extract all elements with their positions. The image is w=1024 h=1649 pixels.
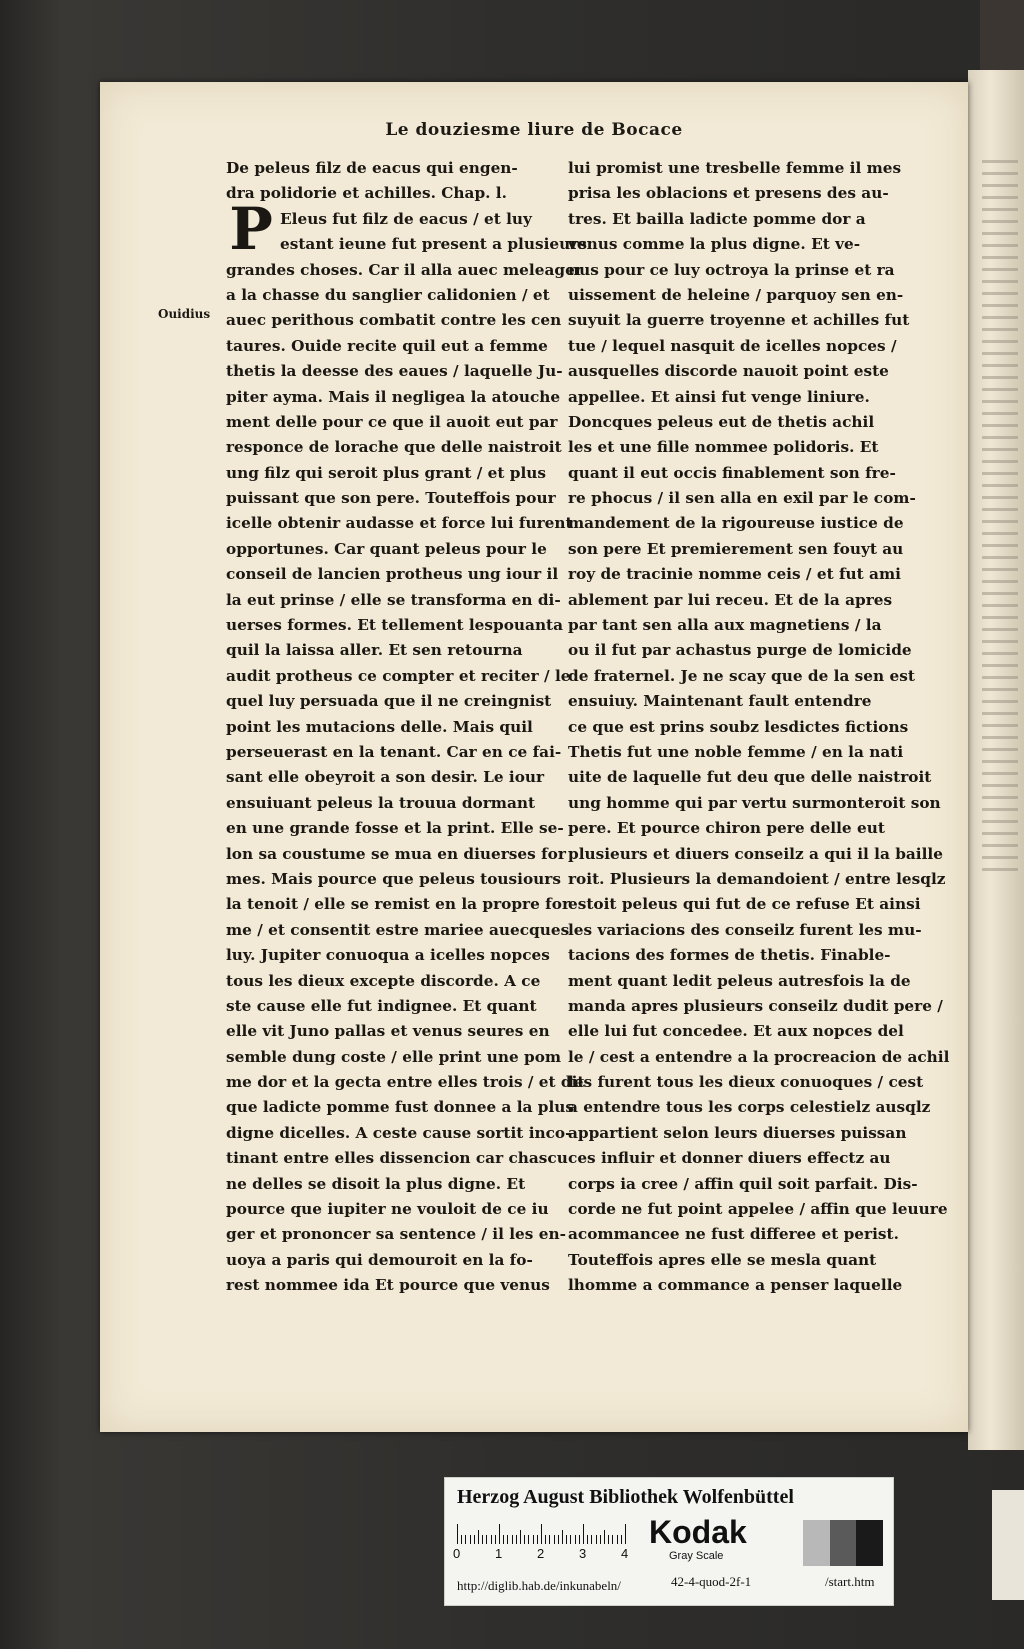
ruler bbox=[457, 1522, 627, 1544]
ruler-tick bbox=[562, 1530, 563, 1544]
left-column bbox=[226, 156, 587, 1299]
facing-page-text-trace bbox=[982, 796, 1018, 799]
facing-page-text-trace bbox=[982, 532, 1018, 535]
text-line: par tant sen alla aux magnetiens / la bbox=[568, 616, 882, 635]
ruler-tick bbox=[528, 1535, 529, 1544]
text-line: luy. Jupiter conuoqua a icelles nopces bbox=[226, 946, 550, 965]
ruler-tick bbox=[587, 1535, 588, 1544]
text-line: dra polidorie et achilles. Chap. l. bbox=[226, 184, 507, 203]
ruler-number: 0 bbox=[453, 1546, 461, 1561]
facing-page-text-trace bbox=[982, 640, 1018, 643]
text-line: a entendre tous les corps celestielz ausqlz bbox=[568, 1098, 931, 1117]
text-line: ment quant ledit peleus autresfois la de bbox=[568, 971, 911, 990]
facing-page-text-trace bbox=[982, 604, 1018, 607]
text-line: ensuiuant peleus la trouua dormant bbox=[226, 793, 536, 812]
ruler-tick bbox=[617, 1535, 618, 1544]
text-line: mandement de la rigoureuse iustice de bbox=[568, 514, 904, 533]
text-line: taures. Ouide recite quil eut a femme bbox=[226, 336, 548, 355]
text-line: Eleus fut filz de eacus / et luy bbox=[280, 209, 532, 228]
facing-page-text-trace bbox=[982, 832, 1018, 835]
text-line: lon sa coustume se mua en diuerses for bbox=[226, 844, 566, 863]
facing-page-text-trace bbox=[982, 664, 1018, 667]
text-line: ausquelles discorde nauoit point este bbox=[568, 362, 889, 381]
ruler-tick bbox=[579, 1535, 580, 1544]
color-target-card bbox=[444, 1477, 894, 1606]
facing-page-text-trace bbox=[982, 580, 1018, 583]
text-line: manda apres plusieurs conseilz dudit pere / bbox=[568, 996, 943, 1015]
start-link: /start.htm bbox=[825, 1574, 875, 1589]
text-line: pource que iupiter ne vouloit de ce iu bbox=[226, 1200, 549, 1219]
text-line: prisa les oblacions et presens des au- bbox=[568, 184, 889, 203]
facing-page-text-trace bbox=[982, 460, 1018, 463]
text-line: De peleus filz de eacus qui engen- bbox=[226, 159, 518, 177]
text-line: a la chasse du sanglier calidonien / et bbox=[226, 285, 550, 304]
text-line: que ladicte pomme fust donnee a la plus bbox=[226, 1098, 575, 1117]
facing-page-text-trace bbox=[982, 304, 1018, 307]
ruler-tick bbox=[465, 1535, 466, 1544]
facing-page-text-trace bbox=[982, 292, 1018, 295]
facing-page-text-trace bbox=[982, 448, 1018, 451]
text-line: suyuit la guerre troyenne et achilles fut bbox=[568, 311, 910, 330]
facing-page-text-trace bbox=[982, 652, 1018, 655]
text-line: conseil de lancien protheus ung iour il bbox=[226, 565, 559, 584]
text-line: lui promist une tresbelle femme il mes bbox=[568, 159, 902, 177]
facing-page-text-trace bbox=[982, 424, 1018, 427]
facing-page-text-trace bbox=[982, 736, 1018, 739]
text-line: estant ieune fut present a plusieurs bbox=[280, 235, 587, 254]
text-line: Touteffois apres elle se mesla quant bbox=[568, 1250, 877, 1269]
ruler-tick bbox=[516, 1535, 517, 1544]
right-column bbox=[568, 156, 950, 1299]
ruler-tick bbox=[625, 1524, 626, 1544]
text-line: ablement par lui receu. Et de la apres bbox=[568, 590, 893, 609]
text-line: uite de laquelle fut deu que delle naistroit bbox=[568, 768, 932, 787]
text-line: audit protheus ce compter et reciter / le bbox=[226, 666, 571, 685]
facing-page-text-trace bbox=[982, 268, 1018, 271]
ruler-tick bbox=[566, 1535, 567, 1544]
ruler-tick bbox=[541, 1524, 542, 1544]
facing-page-text-trace bbox=[982, 388, 1018, 391]
ruler-number: 3 bbox=[579, 1546, 587, 1561]
gray-patches bbox=[803, 1520, 883, 1566]
gray-scale-label: Gray Scale bbox=[669, 1550, 724, 1562]
text-line: la tenoit / elle se remist en la propre for bbox=[226, 895, 571, 914]
ruler-tick bbox=[583, 1524, 584, 1544]
facing-page-text-trace bbox=[982, 808, 1018, 811]
text-line: la eut prinse / elle se transforma en di- bbox=[226, 590, 561, 609]
facing-page-text-trace bbox=[982, 556, 1018, 559]
text-line: elle lui fut concedee. Et aux nopces del bbox=[568, 1022, 904, 1041]
margin-note: Ouidius bbox=[158, 307, 211, 321]
text-line: perseuerast en la tenant. Car en ce fai- bbox=[226, 742, 562, 761]
ruler-tick bbox=[486, 1535, 487, 1544]
text-line: les variacions des conseilz furent les mu- bbox=[568, 920, 922, 939]
initial-letter: P bbox=[229, 195, 273, 263]
text-line: sant elle obeyroit a son desir. Le iour bbox=[226, 768, 545, 787]
text-line: tres. Et bailla ladicte pomme dor a bbox=[568, 209, 866, 228]
text-line: uerses formes. Et tellement lespouanta bbox=[226, 616, 564, 635]
ruler-tick bbox=[457, 1524, 458, 1544]
facing-page-text-trace bbox=[982, 208, 1018, 211]
facing-page-text-trace bbox=[982, 484, 1018, 487]
ruler-tick bbox=[478, 1530, 479, 1544]
ruler-tick bbox=[495, 1535, 496, 1544]
text-line: en une grande fosse et la print. Elle se- bbox=[226, 819, 564, 838]
shelfmark-code: 42-4-quod-2f-1 bbox=[671, 1574, 752, 1589]
text-line: uoya a paris qui demouroit en la fo- bbox=[226, 1250, 533, 1269]
text-line: grandes choses. Car il alla auec meleager bbox=[226, 260, 583, 279]
facing-page-text-trace bbox=[982, 772, 1018, 775]
facing-page-text-trace bbox=[982, 436, 1018, 439]
ruler-tick bbox=[600, 1535, 601, 1544]
text-line: les furent tous les dieux conuoques / cest bbox=[568, 1073, 924, 1092]
facing-page-text-trace bbox=[982, 352, 1018, 355]
facing-page-text-trace bbox=[982, 244, 1018, 247]
text-line: tinant entre elles dissencion car chascu bbox=[226, 1149, 568, 1168]
text-line: venus comme la plus digne. Et ve- bbox=[568, 235, 861, 254]
facing-page-edge bbox=[968, 70, 1024, 1450]
ruler-tick bbox=[461, 1535, 462, 1544]
facing-page-text-trace bbox=[982, 748, 1018, 751]
text-line: me / et consentit estre mariee auecques bbox=[226, 920, 570, 939]
ruler-tick bbox=[499, 1524, 500, 1544]
ruler-tick bbox=[570, 1535, 571, 1544]
facing-page-text-trace bbox=[982, 412, 1018, 415]
text-line: de fraternel. Je ne scay que de la sen est bbox=[568, 666, 915, 685]
ruler-tick bbox=[558, 1535, 559, 1544]
ruler-tick bbox=[549, 1535, 550, 1544]
facing-page-text-trace bbox=[982, 196, 1018, 199]
facing-page-text-trace bbox=[982, 784, 1018, 787]
facing-page-text-trace bbox=[982, 232, 1018, 235]
text-line: acommancee ne fust differee et perist. bbox=[568, 1225, 899, 1244]
text-line: icelle obtenir audasse et force lui furent bbox=[226, 514, 573, 533]
facing-page-text-trace bbox=[982, 256, 1018, 259]
running-head: Le douziesme liure de Bocace bbox=[385, 120, 683, 140]
text-line: roit. Plusieurs la demandoient / entre lesqlz bbox=[568, 869, 946, 888]
facing-page-text-trace bbox=[982, 688, 1018, 691]
text-line: semble dung coste / elle print une pom bbox=[226, 1047, 562, 1066]
text-line: quant il eut occis finablement son fre- bbox=[568, 463, 896, 482]
ruler-tick bbox=[545, 1535, 546, 1544]
ruler-number: 1 bbox=[495, 1546, 503, 1561]
text-line: tacions des formes de thetis. Finable- bbox=[568, 946, 891, 965]
text-line: les et une fille nommee polidoris. Et bbox=[568, 438, 879, 457]
facing-page-text-trace bbox=[982, 184, 1018, 187]
text-line: point les mutacions delle. Mais quil bbox=[226, 717, 533, 736]
ruler-tick bbox=[604, 1530, 605, 1544]
ruler-tick bbox=[520, 1530, 521, 1544]
text-line: appellee. Et ainsi fut venge liniure. bbox=[568, 387, 870, 406]
facing-page-text-trace bbox=[982, 760, 1018, 763]
text-line: le / cest a entendre a la procreacion de achil bbox=[568, 1047, 950, 1066]
facing-page-text-trace bbox=[982, 376, 1018, 379]
side-label-strip bbox=[992, 1490, 1024, 1600]
text-line: lhomme a commance a penser laquelle bbox=[568, 1276, 903, 1295]
text-line: Thetis fut une noble femme / en la nati bbox=[568, 742, 904, 761]
facing-page-text-trace bbox=[982, 160, 1018, 163]
facing-page-text-trace bbox=[982, 628, 1018, 631]
text-line: digne dicelles. A ceste cause sortit inco- bbox=[226, 1123, 572, 1142]
text-line: tue / lequel nasquit de icelles nopces / bbox=[568, 336, 897, 355]
ruler-tick bbox=[524, 1535, 525, 1544]
facing-page-text-trace bbox=[982, 280, 1018, 283]
text-line: ne delles se disoit la plus digne. Et bbox=[226, 1174, 526, 1193]
facing-page-text-trace bbox=[982, 724, 1018, 727]
text-line: piter ayma. Mais il negligea la atouche bbox=[226, 387, 561, 406]
facing-page-text-trace bbox=[982, 712, 1018, 715]
text-line: ger et prononcer sa sentence / il les en- bbox=[226, 1225, 566, 1244]
ruler-tick bbox=[591, 1535, 592, 1544]
text-line: estoit peleus qui fut de ce refuse Et ainsi bbox=[568, 895, 921, 914]
text-line: re phocus / il sen alla en exil par le com- bbox=[568, 489, 916, 508]
facing-page-text-trace bbox=[982, 568, 1018, 571]
text-line: ces influir et donner diuers effectz au bbox=[568, 1149, 891, 1168]
text-line: ment delle pour ce que il auoit eut par bbox=[226, 412, 558, 431]
facing-page-text-trace bbox=[982, 316, 1018, 319]
library-title: Herzog August Bibliothek Wolfenbüttel bbox=[457, 1486, 794, 1508]
ruler-tick bbox=[503, 1535, 504, 1544]
ruler-tick bbox=[482, 1535, 483, 1544]
text-line: ung homme qui par vertu surmonteroit son bbox=[568, 793, 941, 812]
ruler-tick bbox=[608, 1535, 609, 1544]
facing-page-text-trace bbox=[982, 820, 1018, 823]
facing-page-text-trace bbox=[982, 364, 1018, 367]
facing-page-text-trace bbox=[982, 856, 1018, 859]
facing-page-text-trace bbox=[982, 676, 1018, 679]
ruler-tick bbox=[470, 1535, 471, 1544]
facing-page-text-trace bbox=[982, 616, 1018, 619]
text-line: plusieurs et diuers conseilz a qui il la baille bbox=[568, 844, 943, 863]
text-line: Doncques peleus eut de thetis achil bbox=[568, 412, 875, 431]
ruler-tick bbox=[533, 1535, 534, 1544]
facing-page-text-trace bbox=[982, 508, 1018, 511]
text-line: quil la laissa aller. Et sen retourna bbox=[226, 641, 523, 660]
text-line: mes. Mais pource que peleus tousiours bbox=[226, 869, 561, 888]
facing-page-text-trace bbox=[982, 592, 1018, 595]
book-page bbox=[100, 82, 968, 1432]
facing-page-text-trace bbox=[982, 328, 1018, 331]
ruler-tick bbox=[596, 1535, 597, 1544]
text-line: corde ne fut point appelee / affin que leuure bbox=[568, 1200, 948, 1219]
text-line: elle vit Juno pallas et venus seures en bbox=[226, 1022, 550, 1041]
text-line: corps ia cree / affin quil soit parfait. Dis- bbox=[568, 1174, 918, 1193]
facing-page-text-trace bbox=[982, 544, 1018, 547]
facing-page-text-trace bbox=[982, 172, 1018, 175]
text-line: ung filz qui seroit plus grant / et plus bbox=[226, 463, 546, 482]
text-line: responce de lorache que delle naistroit bbox=[226, 438, 562, 457]
text-line: thetis la deesse des eaues / laquelle Ju- bbox=[226, 362, 563, 381]
text-line: tous les dieux excepte discorde. A ce bbox=[226, 971, 541, 990]
ruler-tick bbox=[474, 1535, 475, 1544]
text-line: auec perithous combatit contre les cen bbox=[226, 311, 562, 330]
facing-page-text-trace bbox=[982, 220, 1018, 223]
kodak-logo: Kodak bbox=[649, 1514, 747, 1550]
url-text: http://diglib.hab.de/inkunabeln/ bbox=[457, 1578, 621, 1593]
ruler-tick bbox=[491, 1535, 492, 1544]
ruler-tick bbox=[512, 1535, 513, 1544]
text-line: ensuiuy. Maintenant fault entendre bbox=[568, 692, 872, 711]
text-line: ste cause elle fut indignee. Et quant bbox=[226, 996, 537, 1015]
ruler-tick bbox=[507, 1535, 508, 1544]
text-line: nus pour ce luy octroya la prinse et ra bbox=[568, 260, 895, 279]
facing-page-text-trace bbox=[982, 700, 1018, 703]
facing-page-text-trace bbox=[982, 472, 1018, 475]
text-line: pere. Et pource chiron pere delle eut bbox=[568, 819, 885, 838]
text-line: ou il fut par achastus purge de lomicide bbox=[568, 641, 912, 660]
ruler-number: 4 bbox=[621, 1546, 629, 1561]
book-clasp bbox=[980, 0, 1024, 80]
ruler-tick bbox=[554, 1535, 555, 1544]
text-line: me dor et la gecta entre elles trois / et dit bbox=[226, 1073, 585, 1092]
text-line: roy de tracinie nomme ceis / et fut ami bbox=[568, 565, 901, 584]
text-line: ce que est prins soubz lesdictes fictions bbox=[568, 717, 909, 736]
text-line: son pere Et premierement sen fouyt au bbox=[568, 539, 904, 558]
text-line: opportunes. Car quant peleus pour le bbox=[226, 539, 547, 558]
ruler-tick bbox=[621, 1535, 622, 1544]
ruler-tick bbox=[612, 1535, 613, 1544]
facing-page-text-trace bbox=[982, 844, 1018, 847]
facing-page-text-trace bbox=[982, 496, 1018, 499]
text-line: puissant que son pere. Touteffois pour bbox=[226, 489, 556, 508]
ruler-tick bbox=[575, 1535, 576, 1544]
facing-page-text-trace bbox=[982, 868, 1018, 871]
ruler-tick bbox=[537, 1535, 538, 1544]
text-line: quel luy persuada que il ne creingnist bbox=[226, 692, 552, 711]
text-line: rest nommee ida Et pource que venus bbox=[226, 1276, 550, 1295]
facing-page-text-trace bbox=[982, 400, 1018, 403]
facing-page-text-trace bbox=[982, 520, 1018, 523]
facing-page-text-trace bbox=[982, 340, 1018, 343]
text-line: uissement de heleine / parquoy sen en- bbox=[568, 285, 904, 304]
ruler-number: 2 bbox=[537, 1546, 545, 1561]
text-line: appartient selon leurs diuerses puissan bbox=[568, 1123, 907, 1142]
